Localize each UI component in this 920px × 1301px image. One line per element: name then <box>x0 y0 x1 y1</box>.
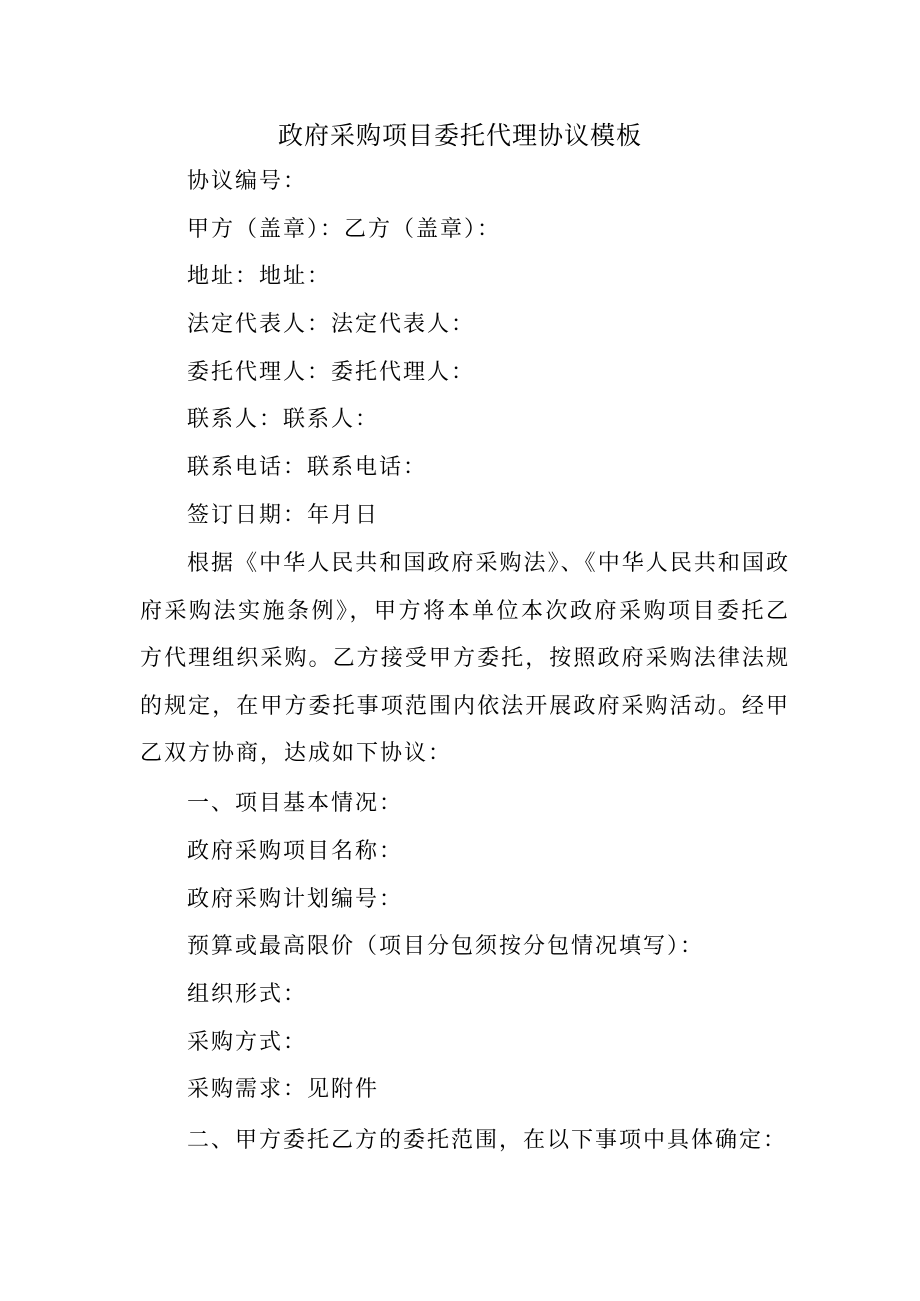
section-2-heading: 二、甲方委托乙方的委托范围，在以下事项中具体确定： <box>187 1128 788 1153</box>
contact-phone-field: 联系电话：联系电话： <box>187 455 428 480</box>
legal-representative-field: 法定代表人：法定代表人： <box>187 312 476 337</box>
plan-number-field: 政府采购计划编号： <box>187 887 404 912</box>
procurement-requirement-field: 采购需求：见附件 <box>187 1077 380 1102</box>
contact-person-field: 联系人：联系人： <box>187 407 380 432</box>
budget-field: 预算或最高限价（项目分包须按分包情况填写）： <box>187 934 705 959</box>
project-name-field: 政府采购项目名称： <box>187 839 404 864</box>
organization-form-field: 组织形式： <box>187 982 308 1007</box>
parties-seal-field: 甲方（盖章）：乙方（盖章）： <box>187 217 502 242</box>
document-title: 政府采购项目委托代理协议模板 <box>277 121 642 150</box>
agreement-number-field: 协议编号： <box>187 169 308 194</box>
signing-date-field: 签订日期：年月日 <box>187 503 380 528</box>
section-1-heading: 一、项目基本情况： <box>187 791 404 816</box>
preamble-paragraph: 根据《中华人民共和国政府采购法》、《中华人民共和国政府采购法实施条例》，甲方将本单位本次政府采购项目委托乙方代理组织采购。乙方接受甲方委托，按照政府采购法律法规的规定，在甲方委托事项范围内依法开展政府采购活动。经甲乙双方协商，达成如下协议： <box>140 551 790 767</box>
address-field: 地址：地址： <box>187 264 332 289</box>
entrusted-agent-field: 委托代理人：委托代理人： <box>187 360 476 385</box>
procurement-method-field: 采购方式： <box>187 1030 308 1055</box>
